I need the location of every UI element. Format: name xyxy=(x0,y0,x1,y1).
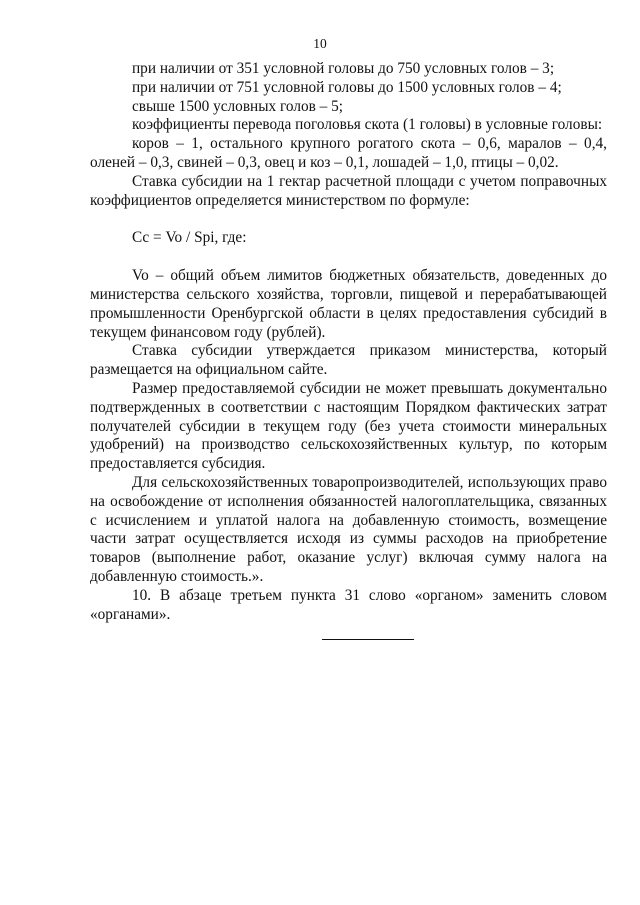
page-number: 10 xyxy=(313,36,327,51)
paragraph-conversion-coefficients: коэффициенты перевода поголовья скота (1 головы) в условные головы: xyxy=(132,116,603,134)
paragraph-subsidy-limit: Размер предоставляемой субсидии не может превышать документально подтвержденных в соответствии с настоящим Порядком фактических затрат получателей субсидии в текущем году (без учета стоимости минеральных удобрений) на производство сельскохозяйственных культур, по которым предоставляется субсидия. xyxy=(90,379,607,473)
paragraph-livestock-coefficients: коров – 1, остального крупного рогатого скота – 0,6, маралов – 0,4, оленей – 0,3, свиней – 0,3, овец и коз – 0,1, лошадей – 1,0, птицы – 0,02. xyxy=(90,135,607,171)
paragraph-amendment-10: 10. В абзаце третьем пункта 31 слово «органом» заменить словом «органами». xyxy=(90,586,607,623)
paragraph-vo-definition: Vo – общий объем лимитов бюджетных обязательств, доведенных до министерства сельского хозяйства, торговли, пищевой и перерабатывающей промышленности Оренбургской области в целях предоставления субсидий в текущем финансовом году (рублей). xyxy=(90,267,607,341)
paragraph-head-count-tier-3: при наличии от 351 условной головы до 750 условных голов – 3; xyxy=(132,60,555,77)
formula: Сс = Vo / Spi, где: xyxy=(132,229,247,247)
document-body xyxy=(90,60,607,624)
paragraph-vat-exemption: Для сельскохозяйственных товаропроизводителей, использующих право на освобождение от исполнения обязанностей налогоплательщика, связанных с исчислением и уплатой налога на добавленную стоимость, возмещение части затрат осуществляется исходя из суммы расходов на приобретение товаров (выполнение работ, оказание услуг) включая сумму налога на добавленную стоимость.». xyxy=(90,473,607,585)
paragraph-rate-approval: Ставка субсидии утверждается приказом министерства, который размещается на официальном сайте. xyxy=(90,342,607,379)
paragraph-head-count-tier-5: свыше 1500 условных голов – 5; xyxy=(132,97,344,115)
paragraph-head-count-tier-4: при наличии от 751 условной головы до 1500 условных голов – 4; xyxy=(132,78,562,96)
paragraph-subsidy-rate-intro: Ставка субсидии на 1 гектар расчетной площади с учетом поправочных коэффициентов определяется министерством по формуле: xyxy=(90,172,607,209)
end-divider-line xyxy=(322,639,414,640)
